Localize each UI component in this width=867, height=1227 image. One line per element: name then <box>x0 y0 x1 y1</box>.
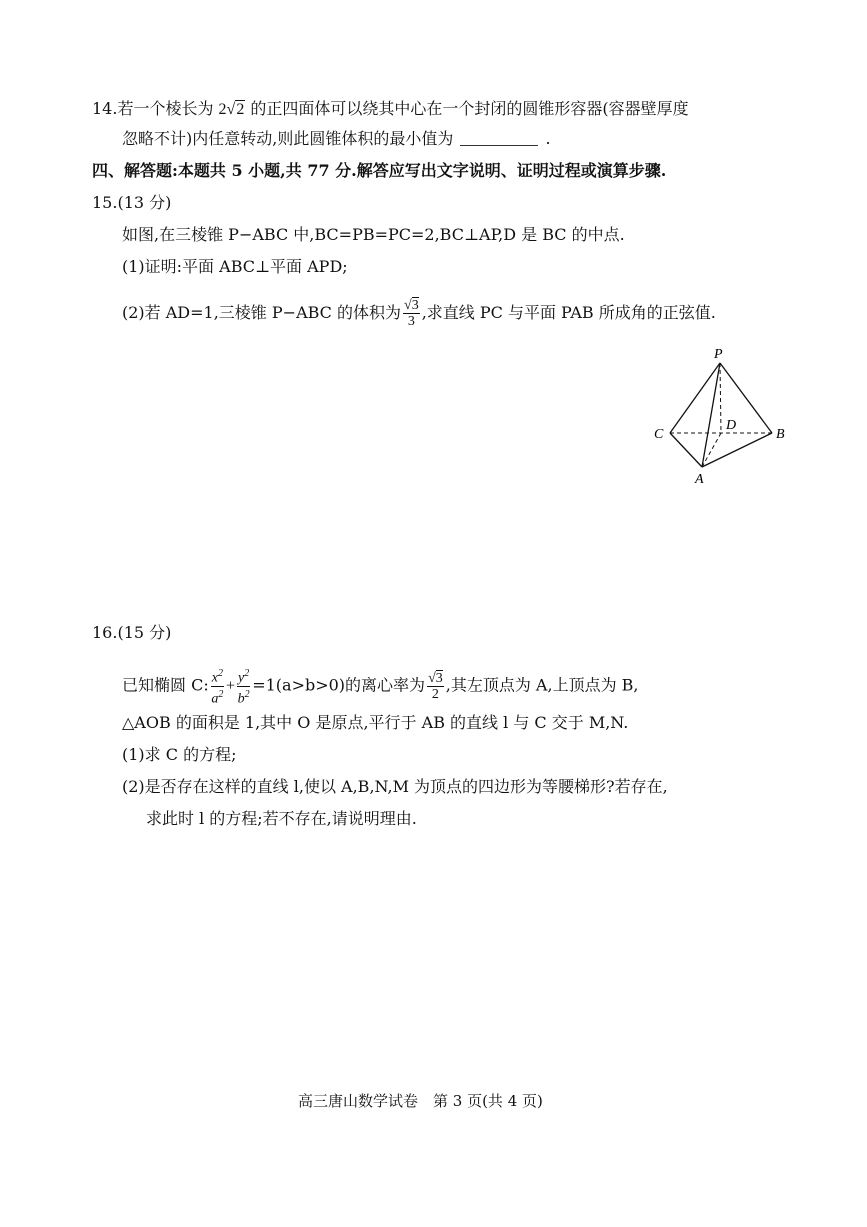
q15-part2-text-a: (2)若 AD=1,三棱锥 P−ABC 的体积为 <box>122 303 402 322</box>
q15-part2-text-b: ,求直线 PC 与平面 PAB 所成角的正弦值. <box>421 303 716 322</box>
q16-stem: 已知椭圆 C: $\frac{x^2}{a^2}$ + $\frac{y^2}{b^2}$ =1(a>b>0)的离心率为 $\frac{√3}{2}$ ,其左顶点为 A,上顶点为 B, <box>122 668 639 707</box>
label-d: D <box>726 418 737 433</box>
q16-part2-line2: 求此时 l 的方程;若不存在,请说明理由. <box>146 809 417 828</box>
label-b: B <box>776 427 785 442</box>
sqrt-symbol: √2 <box>226 101 245 118</box>
q16-stem-a: 已知椭圆 C: <box>122 675 209 695</box>
q14-line1 <box>92 98 689 121</box>
q14-text-a: 14.若一个棱长为 <box>92 99 214 118</box>
q16-header: 16.(15 分) <box>92 623 172 642</box>
y-var: y <box>237 670 245 686</box>
ecc-bot: 2 <box>431 686 439 702</box>
q16-stem-c: ,其左顶点为 A,上顶点为 B, <box>445 675 639 695</box>
answer-blank[interactable] <box>460 129 538 146</box>
label-p: P <box>714 347 723 362</box>
q14-text-c: 忽略不计)内任意转动,则此圆锥体积的最小值为 <box>122 129 454 148</box>
q14-line2 <box>122 128 551 150</box>
q15-stem: 如图,在三棱锥 P−ABC 中,BC=PB=PC=2,BC⊥AP,D 是 BC 的中点. <box>122 225 625 244</box>
volume-frac-bot: 3 <box>407 314 415 329</box>
edge-pd-hidden <box>720 363 721 433</box>
x2-over-a2: $\frac{x^2}{a^2}$ <box>211 668 224 707</box>
section-heading: 四、解答题:本题共 5 小题,共 77 分.解答应写出文字说明、证明过程或演算步骤. <box>92 161 667 180</box>
edge-ca <box>670 433 702 467</box>
q14-radicand: 2 <box>236 101 245 118</box>
volume-frac-top: 3 <box>411 298 419 313</box>
q14-period: . <box>545 129 551 148</box>
q16-part2-line1: (2)是否存在这样的直线 l,使以 A,B,N,M 为顶点的四边形为等腰梯形?若存在, <box>122 777 668 796</box>
ecc-top: 3 <box>435 670 443 686</box>
label-c: C <box>654 427 664 442</box>
x-var: x <box>211 670 218 686</box>
q15-part2 <box>122 298 716 329</box>
label-a: A <box>695 472 704 487</box>
y2-over-b2: $\frac{y^2}{b^2}$ <box>237 668 250 707</box>
q15-part1: (1)证明:平面 ABC⊥平面 APD; <box>122 257 348 276</box>
q16-stem-b: =1(a>b>0)的离心率为 <box>252 675 426 695</box>
edge-pc <box>670 363 720 433</box>
eccentricity-fraction: $\frac{√3}{2}$ <box>428 670 443 702</box>
q14-text-b: 的正四面体可以绕其中心在一个封闭的圆锥形容器(容器壁厚度 <box>250 99 689 118</box>
q14-coef: 2 <box>218 101 227 118</box>
tetrahedron-figure <box>650 345 800 490</box>
a-var: a <box>211 691 219 707</box>
volume-fraction: $\frac{√3}{3}$ <box>404 298 419 329</box>
q15-header: 15.(13 分) <box>92 193 172 212</box>
edge-ab <box>702 433 772 467</box>
q16-line2: △AOB 的面积是 1,其中 O 是原点,平行于 AB 的直线 l 与 C 交于 M,N. <box>122 713 629 732</box>
page-footer: 高三唐山数学试卷 第 3 页(共 4 页) <box>298 1092 543 1110</box>
edge-pa <box>702 363 720 467</box>
b-var: b <box>237 691 245 707</box>
q16-part1: (1)求 C 的方程; <box>122 745 237 764</box>
